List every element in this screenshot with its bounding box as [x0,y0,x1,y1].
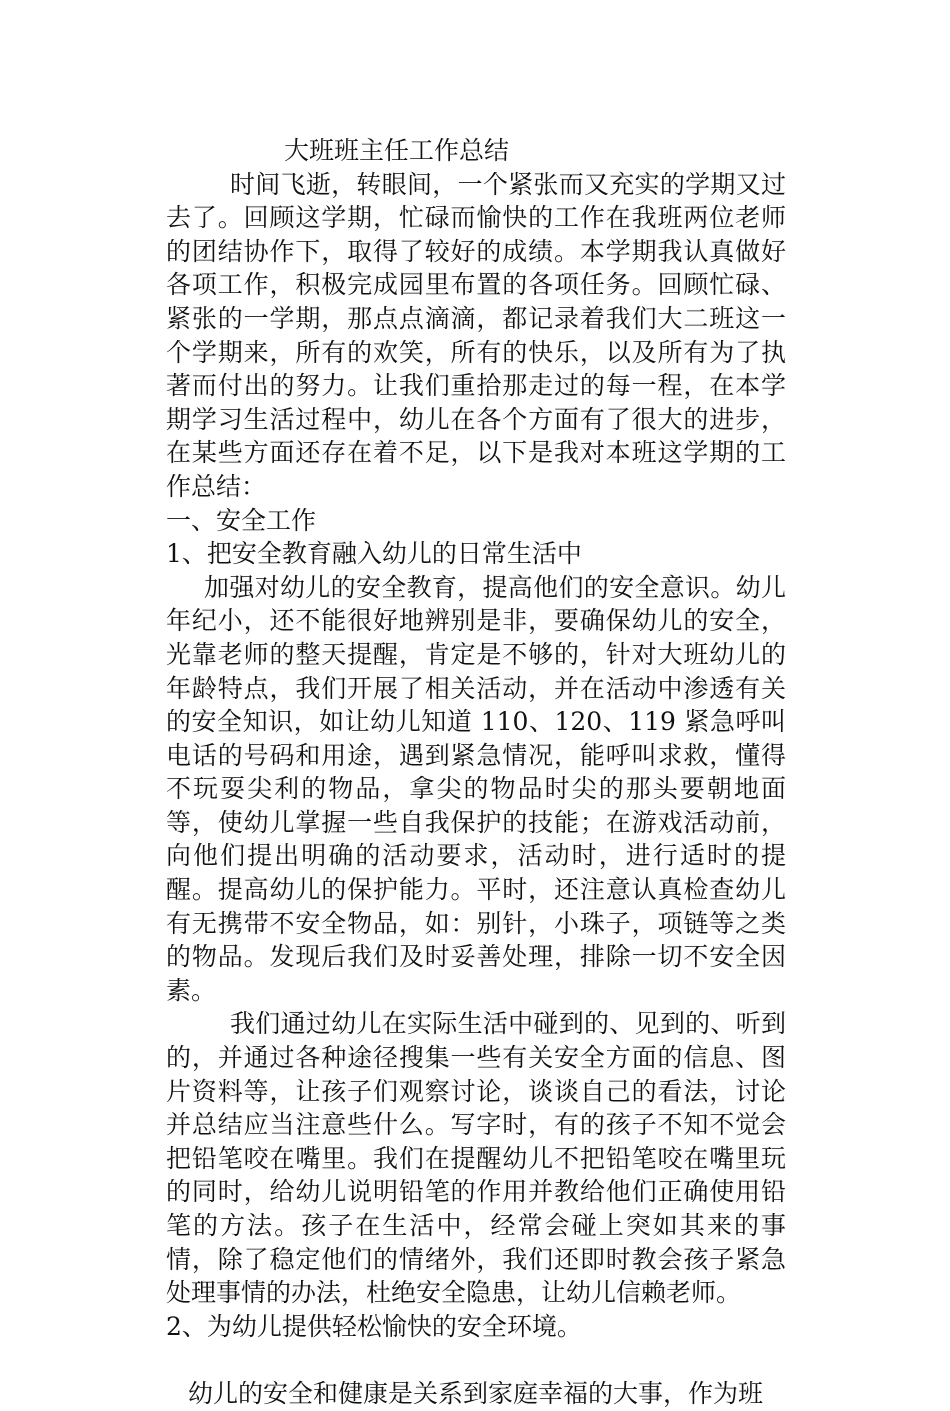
document-title: 大班班主任工作总结 [284,136,510,165]
paragraph-safety-education: 加强对幼儿的安全教育，提高他们的安全意识。幼儿年纪小，还不能很好地辨别是非，要确保幼儿的安全，光靠老师的整天提醒，肯定是不够的，针对大班幼儿的年龄特点，我们开展了相关活动，并在活动中渗透有关的安全知识，如让幼儿知道 110、120、119 紧急呼叫电话的号码和用途，遇到紧急情况，能呼叫求救，懂得不玩耍尖利的物品，拿尖的物品时尖的那头要朝地面等，使幼儿掌握一些自我保护的技能；在游戏活动前，向他们提出明确的活动要求，活动时，进行适时的提醒。提高幼儿的保护能力。平时，还注意认真检查幼儿有无携带不安全物品，如：别针，小珠子，项链等之类的物品。发现后我们及时妥善处理，排除一切不安全因素。 [166,572,786,1005]
document-page [166,134,786,1411]
paragraph-health-safety: 幼儿的安全和健康是关系到家庭幸福的大事，作为班 [188,1378,764,1408]
subheading-safe-environment: 2、为幼儿提供轻松愉快的安全环境。 [166,1311,582,1341]
paragraph-real-life-learning: 我们通过幼儿在实际生活中碰到的、见到的、听到的，并通过各种途径搜集一些有关安全方面的信息、图片资料等，让孩子们观察讨论，谈谈自己的看法，讨论并总结应当注意些什么。写字时，有的孩子不知不觉会把铅笔咬在嘴里。我们在提醒幼儿不把铅笔咬在嘴里玩的同时，给幼儿说明铅笔的作用并教给他们正确使用铅笔的方法。孩子在生活中，经常会碰上突如其来的事情，除了稳定他们的情绪外，我们还即时教会孩子紧急处理事情的办法，杜绝安全隐患，让幼儿信赖老师。 [166,1009,786,1308]
section-heading-safety: 一、安全工作 [166,505,317,535]
intro-paragraph: 时间飞逝，转眼间，一个紧张而又充实的学期又过去了。回顾这学期，忙碌而愉快的工作在我班两位老师的团结协作下，取得了较好的成绩。本学期我认真做好各项工作，积极完成园里布置的各项任务。回顾忙碌、紧张的一学期，那点点滴滴，都记录着我们大二班这一个学期来，所有的欢笑，所有的快乐，以及所有为了执著而付出的努力。让我们重拾那走过的每一程，在本学期学习生活过程中，幼儿在各个方面有了很大的进步，在某些方面还存在着不足，以下是我对本班这学期的工作总结： [166,169,786,501]
blank-line [166,1343,786,1377]
subheading-daily-life: 1、把安全教育融入幼儿的日常生活中 [166,539,582,569]
